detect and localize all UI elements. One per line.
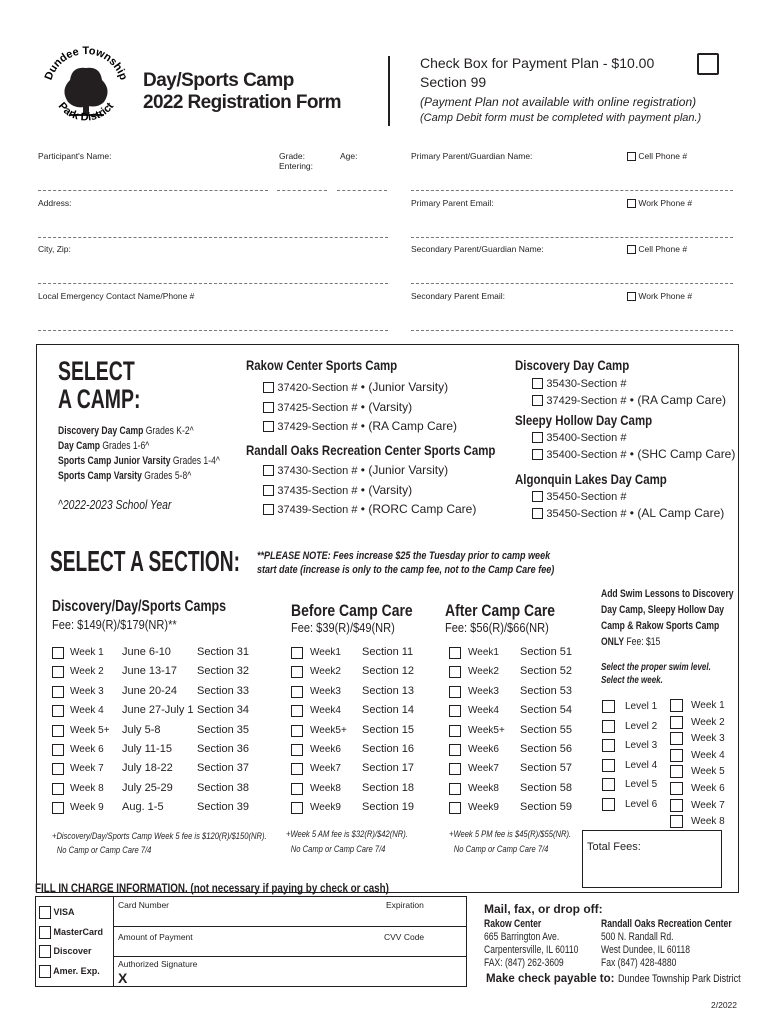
swim-week-checkbox[interactable] [670,815,683,828]
charge-title: FILL IN CHARGE INFORMATION. (not necessary if paying by check or cash) [35,881,389,895]
section-number: Section 55 [520,723,572,736]
total-fees-label: Total Fees: [587,841,641,853]
discovery-title: Discovery Day Camp [515,357,630,373]
primary-parent-label: Primary Parent/Guardian Name: [411,151,533,161]
camp-week-row[interactable] [52,800,282,819]
signature-label: Authorized Signature [118,959,198,969]
age-label: Age: [340,151,358,161]
address-label: Address: [38,198,72,208]
rakow-title: Rakow Center Sports Camp [246,357,398,373]
swim-level-label: Level 5 [625,779,658,790]
camps-week-list [52,645,282,820]
after-footnote: +Week 5 PM fee is $45(R)/$55(NR). No Camp or Camp Care 7/4 [449,829,572,855]
swim-week-label: Week 5 [691,766,725,778]
week-dates: July 25-29 [122,781,173,794]
card-number-label: Card Number [118,900,170,910]
primary-email-field[interactable] [411,237,733,238]
section-number: Section 35 [197,723,249,736]
care-week-row[interactable] [291,723,431,742]
algonquin-option[interactable]: 35450-Section # [532,489,724,506]
school-year-note: ^2022-2023 School Year [58,497,172,512]
section-number: Section 39 [197,801,249,814]
camps-col-title: Discovery/Day/Sports Camps [52,598,227,615]
care-week-checkbox[interactable] [291,783,303,795]
camp-week-checkbox[interactable] [52,744,64,756]
swim-level-checkbox[interactable] [602,778,615,791]
discovery-option[interactable]: 35430-Section # [532,376,726,393]
care-week-checkbox[interactable] [449,744,461,756]
swim-week-option[interactable] [670,731,730,748]
camp-week-checkbox[interactable] [52,705,64,717]
care-week-row[interactable] [449,703,589,722]
work-phone-2-checkbox[interactable] [627,292,636,301]
mail-title: Mail, fax, or drop off: [484,902,603,916]
section-number: Section 51 [520,646,572,658]
grades-day: Day Camp Grades 1-6^ [58,440,150,452]
algonquin-title: Algonquin Lakes Day Camp [515,471,667,487]
week-label: Week9 [468,802,499,814]
camp-week-row[interactable] [52,781,282,800]
swim-week-checkbox[interactable] [670,782,683,795]
swim-week-label: Week 3 [691,733,725,745]
before-footnote: +Week 5 AM fee is $32(R)/$42(NR). No Camp or Camp Care 7/4 [286,829,408,855]
week-label: Week6 [310,743,341,755]
grade-entering-label: Entering: [279,161,314,171]
section-number: Section 16 [362,742,414,755]
swim-level-label: Level 2 [625,720,658,732]
select-camp-title-1: SELECT [58,356,135,386]
section-number: Section 11 [362,646,414,658]
week-label: Week 9 [70,802,104,814]
header-divider [388,56,390,126]
week-label: Week 3 [70,685,104,697]
swim-level-label: Level 4 [625,759,658,771]
week-label: Week2 [468,666,499,678]
care-week-checkbox[interactable] [291,744,303,756]
after-week-list [449,645,589,820]
care-week-row[interactable] [291,800,431,819]
swim-level-option[interactable] [602,758,662,778]
care-week-row[interactable] [449,742,589,761]
algonquin-option[interactable]: 35450-Section # • (AL Camp Care) [532,506,724,523]
swim-level-option[interactable] [602,699,662,719]
section-number: Section 14 [362,704,414,717]
care-week-checkbox[interactable] [449,686,461,698]
care-week-checkbox[interactable] [449,783,461,795]
cell-phone-2-checkbox[interactable] [627,245,636,254]
select-section-title: SELECT A SECTION: [50,546,240,578]
swim-level-label: Level 6 [625,798,658,810]
swim-week-option[interactable] [670,715,730,732]
section-number: Section 53 [520,684,572,697]
week-dates: July 18-22 [122,762,173,775]
work-phone-2[interactable]: Work Phone # [627,291,692,301]
camp-week-checkbox[interactable] [52,763,64,775]
camp-week-checkbox[interactable] [52,686,64,698]
cell-phone-1-checkbox[interactable] [627,152,636,161]
after-col-title: After Camp Care [445,601,556,620]
secondary-email-field[interactable] [411,330,733,331]
payment-plan-label: Check Box for Payment Plan - $10.00 [420,55,655,71]
week-label: Week8 [468,782,499,794]
rakow-options [263,378,457,437]
secondary-parent-field[interactable] [411,283,733,284]
care-week-row[interactable] [449,664,589,683]
swim-week-checkbox[interactable] [670,765,683,778]
swim-week-option[interactable] [670,781,730,798]
swim-week-label: Week 7 [691,799,725,811]
week-label: Week 6 [70,743,104,755]
care-week-checkbox[interactable] [291,763,303,775]
week-dates: June 6-10 [122,646,171,658]
camps-col-fee: Fee: $149(R)/$179(NR)** [52,617,177,632]
care-week-row[interactable] [291,684,431,703]
care-week-checkbox[interactable] [449,666,461,678]
section-number: Section 52 [520,665,572,678]
week-label: Week 4 [70,705,104,717]
form-title-2: 2022 Registration Form [143,92,341,113]
swim-lessons-title: Add Swim Lessons to Discovery Day Camp, Sleepy Hollow Day Camp & Rakow Sports Camp ONLY Fee: $15 [601,588,734,648]
participant-name-label: Participant's Name: [38,151,112,161]
secondary-email-label: Secondary Parent Email: [411,291,506,301]
camp-week-checkbox[interactable] [52,783,64,795]
participant-name-field[interactable] [38,190,268,191]
swim-weeks [670,698,730,831]
swim-week-option[interactable] [670,748,730,765]
care-week-row[interactable] [291,781,431,800]
camp-week-row[interactable] [52,684,282,703]
camps-footnote: +Discovery/Day/Sports Camp Week 5 fee is $120(R)/$150(NR). No Camp or Camp Care 7/4 [52,831,267,856]
fee-increase-note: **PLEASE NOTE: Fees increase $25 the Tuesday prior to camp week start date (increase is only to the camp fee, not to the Camp Care fee) [257,550,555,576]
section-number: Section 36 [197,742,249,755]
city-zip-label: City, Zip: [38,244,71,254]
footer-date: 2/2022 [711,1000,737,1010]
swim-level-checkbox[interactable] [602,739,615,752]
care-week-checkbox[interactable] [291,647,303,659]
cell-phone-1[interactable]: Cell Phone # [627,151,687,161]
care-week-checkbox[interactable] [449,763,461,775]
discovery-option[interactable]: 37429-Section # • (RA Camp Care) [532,393,726,410]
camp-week-checkbox[interactable] [52,647,64,659]
section-number: Section 56 [520,742,572,755]
week-dates: June 27-July 1 [122,704,194,717]
care-week-checkbox[interactable] [291,666,303,678]
care-week-row[interactable] [449,684,589,703]
camp-week-row[interactable] [52,761,282,780]
week-dates: June 13-17 [122,665,178,678]
swim-week-option[interactable] [670,698,730,715]
care-week-checkbox[interactable] [449,705,461,717]
swim-level-label: Level 1 [625,701,658,712]
sleepy-hollow-options [532,430,735,463]
week-label: Week8 [310,782,341,794]
care-week-checkbox[interactable] [291,686,303,698]
section-number: Section 17 [362,762,414,775]
week-dates: June 20-24 [122,684,178,697]
section-number: Section 37 [197,762,249,775]
section-number: Section 34 [197,704,249,717]
care-week-row[interactable] [291,703,431,722]
care-week-row[interactable] [291,664,431,683]
randall-option[interactable]: 37439-Section # • (RORC Camp Care) [263,500,476,520]
swim-week-option[interactable] [670,814,730,831]
section-number: Section 57 [520,762,572,775]
emergency-contact-label: Local Emergency Contact Name/Phone # [38,291,195,301]
randall-title: Randall Oaks Recreation Center Sports Camp [246,442,496,458]
swim-week-checkbox[interactable] [670,732,683,745]
week-label: Week1 [468,647,499,658]
swim-week-checkbox[interactable] [670,749,683,762]
select-camp-title-2: A CAMP: [58,384,141,414]
swim-level-option[interactable] [602,797,662,817]
section-number: Section 13 [362,684,414,697]
week-label: Week6 [468,743,499,755]
swim-level-checkbox[interactable] [602,720,615,733]
grades-varsity: Sports Camp Varsity Grades 5-8^ [58,470,192,482]
care-week-checkbox[interactable] [449,647,461,659]
swim-level-option[interactable] [602,719,662,739]
week-dates: Aug. 1-5 [122,801,164,814]
logo-tree-icon [38,42,134,138]
week-label: Week4 [310,705,341,717]
week-label: Week 7 [70,763,104,775]
care-week-row[interactable] [449,800,589,819]
payment-note-1: (Payment Plan not available with online registration) [420,95,697,109]
work-phone-1-checkbox[interactable] [627,199,636,208]
sleepy-hollow-option[interactable]: 35400-Section # [532,430,735,447]
charge-box [35,896,467,987]
card-type-list [39,903,103,981]
section-number: Section 18 [362,781,414,794]
card-visa[interactable]: VISA [39,903,103,923]
camp-grades-list [58,424,220,484]
before-week-list [291,645,431,820]
swim-level-option[interactable] [602,777,662,797]
camp-week-row[interactable] [52,723,282,742]
cell-phone-2[interactable]: Cell Phone # [627,244,687,254]
camp-week-row[interactable] [52,703,282,722]
payment-plan-checkbox[interactable] [697,53,719,75]
payment-section-label: Section 99 [420,74,487,90]
before-col-title: Before Camp Care [291,601,413,620]
amount-label: Amount of Payment [118,932,193,942]
expiration-label: Expiration [386,900,424,910]
rakow-address: Rakow Center 665 Barrington Ave. Carpentersville, IL 60110 FAX: (847) 262-3609 [484,918,579,969]
week-label: Week 8 [70,782,104,794]
payment-note-2: (Camp Debit form must be completed with payment plan.) [420,112,702,124]
section-number: Section 33 [197,684,249,697]
signature-x[interactable]: X [118,970,128,986]
emergency-contact-field[interactable] [38,330,388,331]
primary-parent-field[interactable] [411,190,733,191]
section-number: Section 32 [197,665,249,678]
age-field[interactable] [337,190,387,191]
care-week-row[interactable] [449,645,589,664]
swim-level-checkbox[interactable] [602,759,615,772]
rakow-option[interactable]: 37425-Section # • (Varsity) [263,398,457,418]
rakow-option[interactable]: 37429-Section # • (RA Camp Care) [263,417,457,437]
total-fees-box[interactable] [582,830,722,888]
week-label: Week9 [310,802,341,814]
primary-email-label: Primary Parent Email: [411,198,494,208]
section-number: Section 19 [362,801,414,814]
week-label: Week2 [310,666,341,678]
randall-address: Randall Oaks Recreation Center 500 N. Randall Rd. West Dundee, IL 60118 Fax (847) 428-4880 [601,918,732,969]
sleepy-hollow-title: Sleepy Hollow Day Camp [515,412,653,428]
city-zip-field[interactable] [38,283,388,284]
park-district-logo [38,42,134,138]
address-field[interactable] [38,237,388,238]
work-phone-1[interactable]: Work Phone # [627,198,692,208]
section-number: Section 59 [520,801,572,814]
week-label: Week 1 [70,647,104,658]
before-col-fee: Fee: $39(R)/$49(NR) [291,620,395,635]
care-week-row[interactable] [449,761,589,780]
grade-label: Grade: [279,151,305,161]
swim-week-label: Week 8 [691,816,725,828]
randall-option[interactable]: 37430-Section # • (Junior Varsity) [263,461,476,481]
swim-levels [602,699,662,816]
logo-text: Park District [55,100,117,124]
camp-week-checkbox[interactable] [52,802,64,814]
swim-level-label: Level 3 [625,740,658,751]
care-week-checkbox[interactable] [291,725,303,737]
week-label: Week3 [468,685,499,697]
section-number: Section 15 [362,723,414,736]
card-discover[interactable]: Discover [39,942,103,962]
swim-week-checkbox[interactable] [670,716,683,729]
swim-week-label: Week 1 [691,700,725,711]
week-label: Week5+ [468,724,505,736]
swim-week-label: Week 2 [691,716,725,728]
swim-week-option[interactable] [670,764,730,781]
camp-week-row[interactable] [52,645,282,664]
randall-options [263,461,476,520]
care-week-checkbox[interactable] [449,725,461,737]
care-week-row[interactable] [449,723,589,742]
grades-jv: Sports Camp Junior Varsity Grades 1-4^ [58,455,220,467]
after-col-fee: Fee: $56(R)/$66(NR) [445,620,549,635]
care-week-row[interactable] [291,645,431,664]
section-number: Section 38 [197,781,249,794]
card-amex[interactable]: Amer. Exp. [39,962,103,982]
week-label: Week1 [310,647,341,658]
care-week-checkbox[interactable] [449,802,461,814]
discovery-options [532,376,726,409]
swim-level-option[interactable] [602,738,662,758]
week-label: Week5+ [310,724,347,736]
care-week-checkbox[interactable] [291,705,303,717]
logo-text: Dundee Township [42,44,130,82]
swim-instructions: Select the proper swim level. Select the week. [601,662,711,686]
care-week-row[interactable] [449,781,589,800]
secondary-parent-label: Secondary Parent/Guardian Name: [411,244,544,254]
algonquin-options [532,489,724,522]
swim-week-label: Week 4 [691,749,725,761]
week-label: Week4 [468,705,499,717]
section-number: Section 58 [520,781,572,794]
week-label: Week 2 [70,666,104,678]
randall-option[interactable]: 37435-Section # • (Varsity) [263,481,476,501]
week-dates: July 11-15 [122,742,172,755]
camp-week-checkbox[interactable] [52,725,64,737]
care-week-row[interactable] [291,742,431,761]
swim-week-checkbox[interactable] [670,799,683,812]
camp-week-checkbox[interactable] [52,666,64,678]
camp-week-row[interactable] [52,742,282,761]
week-label: Week7 [468,763,499,775]
swim-week-label: Week 6 [691,782,725,794]
week-label: Week 5+ [70,724,110,736]
form-title-1: Day/Sports Camp [143,70,294,91]
swim-week-checkbox[interactable] [670,699,683,712]
week-label: Week7 [310,763,341,775]
care-week-checkbox[interactable] [291,802,303,814]
section-number: Section 12 [362,665,414,678]
sleepy-hollow-option[interactable]: 35400-Section # • (SHC Camp Care) [532,447,735,464]
card-mastercard[interactable]: MasterCard [39,923,103,943]
cvv-label: CVV Code [384,932,425,942]
week-label: Week3 [310,685,341,697]
payable-line: Make check payable to: Dundee Township Park District [486,973,741,985]
section-number: Section 31 [197,646,249,658]
camp-week-row[interactable] [52,664,282,683]
grade-field[interactable] [277,190,327,191]
swim-week-option[interactable] [670,798,730,815]
grades-discovery: Discovery Day Camp Grades K-2^ [58,425,194,437]
week-dates: July 5-8 [122,723,161,736]
care-week-row[interactable] [291,761,431,780]
swim-level-checkbox[interactable] [602,700,615,713]
rakow-option[interactable]: 37420-Section # • (Junior Varsity) [263,378,457,398]
section-number: Section 54 [520,704,572,717]
swim-level-checkbox[interactable] [602,798,615,811]
